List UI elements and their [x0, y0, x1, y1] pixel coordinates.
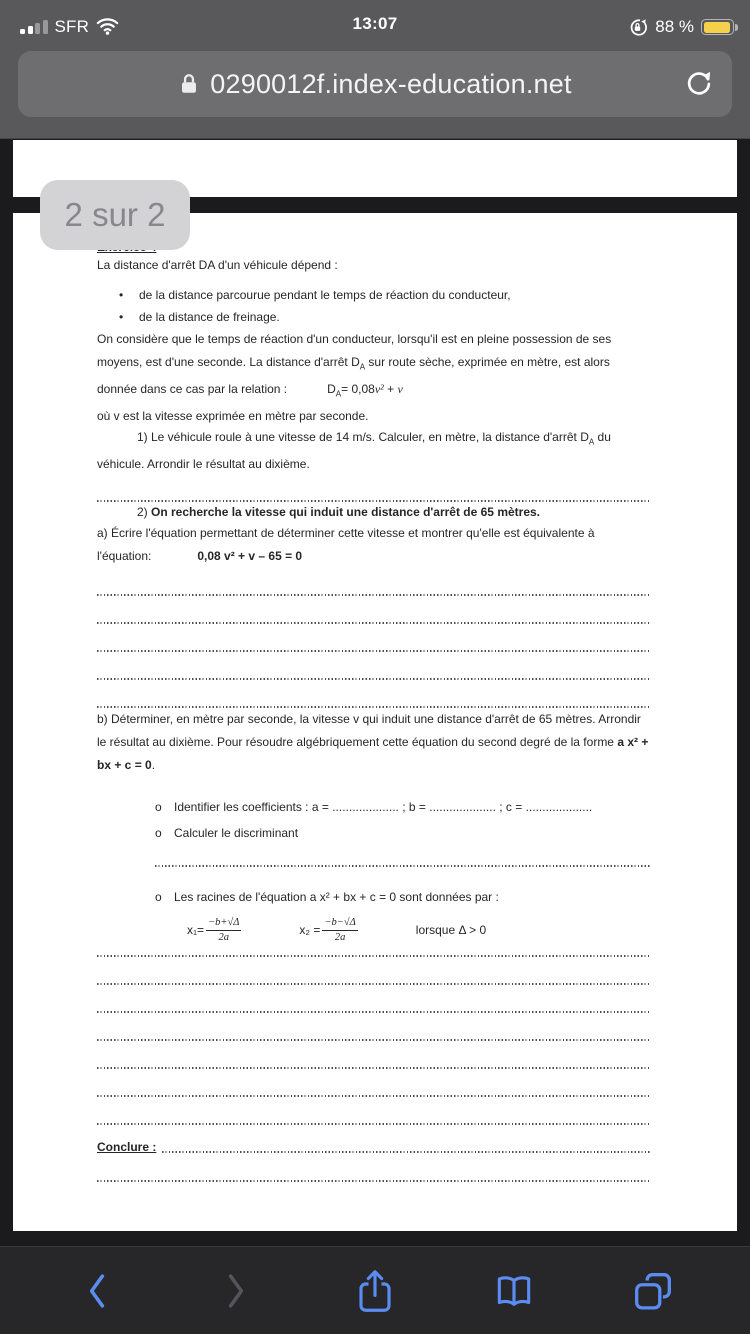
speed-note-paragraph: où v est la vitesse exprimée en mètre par seconde. [97, 408, 369, 423]
dotted-answer-line [97, 1095, 651, 1097]
question-2b: b) Déterminer, en mètre par seconde, la vitesse v qui induit une distance d'arrêt de 65 mètres. Arrondir le résultat au dixième. Pour résoudre algébriquement cette équation du second degré de la forme a x² + bx + c = 0. [97, 712, 649, 773]
browser-chrome-top [0, 0, 750, 139]
bullet-icon: • [119, 310, 124, 324]
roots-formulas: x₁= $\frac{-b+√\Delta}{2a}$ x₂ = $\frac{-b-√\Delta}{2a}$ lorsque Δ > 0 [187, 916, 487, 943]
pdf-page-2[interactable] [13, 213, 737, 1231]
dotted-answer-line [97, 1123, 651, 1125]
back-button[interactable] [67, 1261, 127, 1321]
step-roots: o Les racines de l'équation a x² + bx + c = 0 sont données par : [97, 887, 651, 907]
step-identify-coefficients: o Identifier les coefficients : a = .................... ; b = .................... ; c = .................... [97, 797, 651, 817]
cellular-signal-icon [20, 20, 48, 37]
question-2: 2) On recherche la vitesse qui induit une distance d'arrêt de 65 mètres. [137, 505, 541, 520]
https-lock-icon [178, 72, 200, 96]
answer-lines-2a [97, 594, 651, 708]
target-equation: 0,08 v² + v – 65 = 0 [197, 549, 303, 564]
context-paragraph: On considère que le temps de réaction d'un conducteur, lorsqu'il est en pleine possession de ses moyens, est d'une seconde. La distance d'arrêt $D_A$ sur route sèche, exprimée en mètre, est alors donnée dans ce cas par la relation : $D_A= 0,08v^2 + v$ [97, 332, 612, 399]
fraction-x2: $\frac{-b-√\Delta}{2a}$ [324, 916, 356, 943]
reload-button[interactable] [680, 65, 718, 103]
url-domain-label: 0290012f.index-education.net [210, 68, 572, 99]
circle-bullet-icon: o [155, 800, 162, 815]
share-button[interactable] [345, 1261, 405, 1321]
dotted-answer-line [97, 594, 651, 596]
dotted-answer-line [97, 1011, 651, 1013]
dotted-answer-line [155, 865, 651, 867]
dotted-answer-line [97, 678, 651, 680]
question-1: 1) Le véhicule roule à une vitesse de 14 m/s. Calculer, en mètre, la distance d'arrêt $D_A$ du véhicule. Arrondir le résultat au dixième. [97, 429, 611, 472]
conclude-label: Conclure : [97, 1140, 157, 1155]
delta-condition: lorsque Δ > 0 [415, 923, 487, 938]
dotted-answer-line [97, 622, 651, 624]
circle-bullet-icon: o [155, 890, 162, 905]
question-2a: a) Écrire l'équation permettant de déterminer cette vitesse et montrer qu'elle est équivalente à l'équation: 0,08 v² + v – 65 = 0 [97, 526, 595, 564]
dotted-answer-line [97, 955, 651, 957]
clock-label: 13:07 [352, 14, 398, 33]
browser-toolbar [0, 1246, 750, 1334]
intro-paragraph: La distance d'arrêt DA d'un véhicule dépend : [97, 258, 338, 272]
forward-button[interactable] [206, 1261, 266, 1321]
dotted-answer-line [97, 1067, 651, 1069]
dotted-answer-line [162, 1151, 651, 1153]
relation-formula: $D_A= 0,08v^2 + v$ [327, 382, 403, 399]
battery-percent-label: 88 % [655, 17, 694, 36]
bookmarks-button[interactable] [484, 1261, 544, 1321]
dotted-answer-line [97, 983, 651, 985]
exercise-document [13, 213, 737, 1182]
wifi-icon [96, 17, 119, 37]
dotted-answer-line [97, 1180, 651, 1182]
tabs-button[interactable] [623, 1261, 683, 1321]
page-indicator-badge: 2 sur 2 [40, 180, 190, 250]
carrier-label: SFR [54, 17, 90, 36]
conclusion-row [97, 1138, 651, 1156]
dotted-answer-line [97, 650, 651, 652]
bullet-icon: • [119, 288, 124, 302]
status-bar [0, 0, 750, 46]
answer-lines-2b [97, 955, 651, 1125]
list-item: • de la distance de freinage. [119, 306, 651, 328]
dotted-answer-line [97, 1039, 651, 1041]
address-bar[interactable] [18, 51, 732, 117]
fraction-x1: $\frac{-b+√\Delta}{2a}$ [208, 916, 240, 943]
list-item: • de la distance parcourue pendant le temps de réaction du conducteur, [119, 284, 651, 306]
dependency-list [97, 284, 651, 328]
circle-bullet-icon: o [155, 826, 162, 841]
orientation-lock-icon [627, 17, 648, 38]
battery-icon [701, 19, 734, 35]
step-discriminant: o Calculer le discriminant [97, 823, 651, 843]
